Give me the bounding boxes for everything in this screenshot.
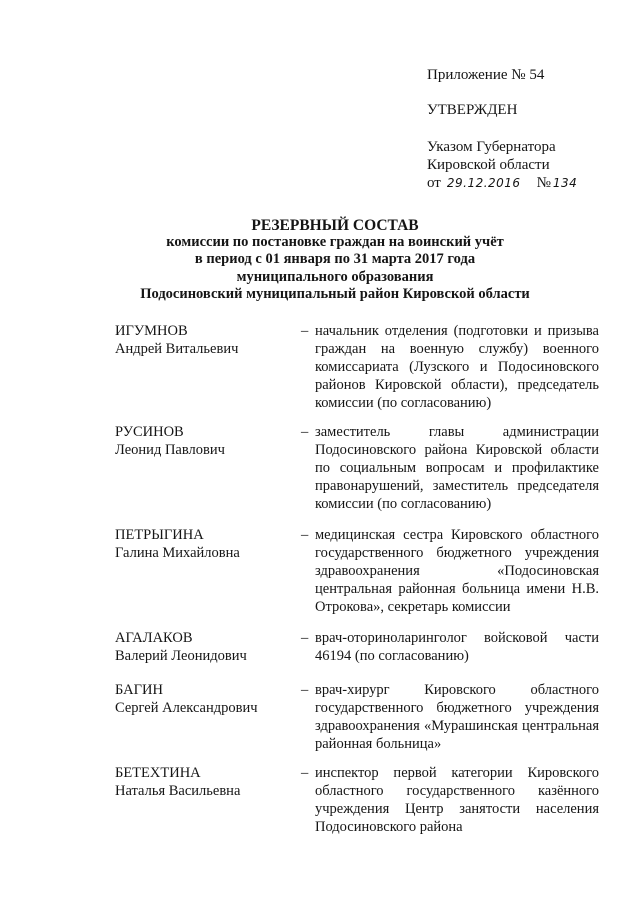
member-dash: – [301,323,309,339]
document-title [110,217,560,303]
member-given-name: Леонид Павлович [115,442,225,458]
member-surname: БЕТЕХТИНА [115,765,201,781]
member-name [115,322,295,358]
member-role: медицинская сестра Кировского областного государственного бюджетного учреждения здравоохранения «Подосиновская центральная районная больница имени Н.В. Отрокова», секретарь комиссии [315,527,599,615]
member-surname: ИГУМНОВ [115,323,188,339]
title-line-4: муниципального образования [236,268,434,285]
member-dash: – [301,424,309,440]
member-surname: ПЕТРЫГИНА [115,527,204,543]
member-name [115,423,295,459]
member-given-name: Наталья Васильевна [115,783,241,799]
title-line-5: Подосиновский муниципальный район Кировской области [140,285,530,302]
member-given-name: Сергей Александрович [115,700,258,716]
member-dash: – [301,630,309,646]
approval-header [427,66,577,192]
member-dash: – [301,682,309,698]
member-name [115,681,295,717]
appendix-label: Приложение № 54 [427,67,545,83]
member-role: заместитель главы администрации Подосиновского района Кировской области по социальным вопросам и профилактике правонарушений, заместитель председателя комиссии (по согласованию) [315,424,599,512]
member-dash: – [301,527,309,543]
approved-label: УТВЕРЖДЕН [427,102,518,118]
decree-date-line [427,174,577,192]
title-line-1: РЕЗЕРВНЫЙ СОСТАВ [251,217,419,234]
date-prefix: от [427,175,441,191]
member-surname: РУСИНОВ [115,424,184,440]
number-prefix: № [536,175,551,191]
member-role: врач-хирург Кировского областного государственного бюджетного учреждения здравоохранения «Мурашинская центральная районная больница» [315,682,599,752]
member-given-name: Галина Михайловна [115,545,240,561]
handwritten-date: 29.12.2016 [446,176,521,190]
member-role: начальник отделения (подготовки и призыва граждан на военную службу) военного комиссариата (Лузского и Подосиновского районов Кировской области), председатель комиссии (по согласованию) [315,323,599,411]
member-given-name: Валерий Леонидович [115,648,247,664]
member-name [115,629,295,665]
member-name [115,764,295,800]
member-given-name: Андрей Витальевич [115,341,239,357]
title-line-2: комиссии по постановке граждан на воинский учёт [166,234,504,251]
title-line-3: в период с 01 января по 31 марта 2017 года [194,251,476,268]
member-name [115,526,295,562]
decree-line-2: Кировской области [427,157,550,173]
member-surname: АГАЛАКОВ [115,630,193,646]
handwritten-number: 134 [552,176,578,190]
member-surname: БАГИН [115,682,163,698]
decree-line-1: Указом Губернатора [427,139,556,155]
member-role: врач-оториноларинголог войсковой части 46194 (по согласованию) [315,630,599,664]
member-dash: – [301,765,309,781]
member-role: инспектор первой категории Кировского областного государственного казённого учреждения Центр занятости населения Подосиновского района [315,765,599,835]
